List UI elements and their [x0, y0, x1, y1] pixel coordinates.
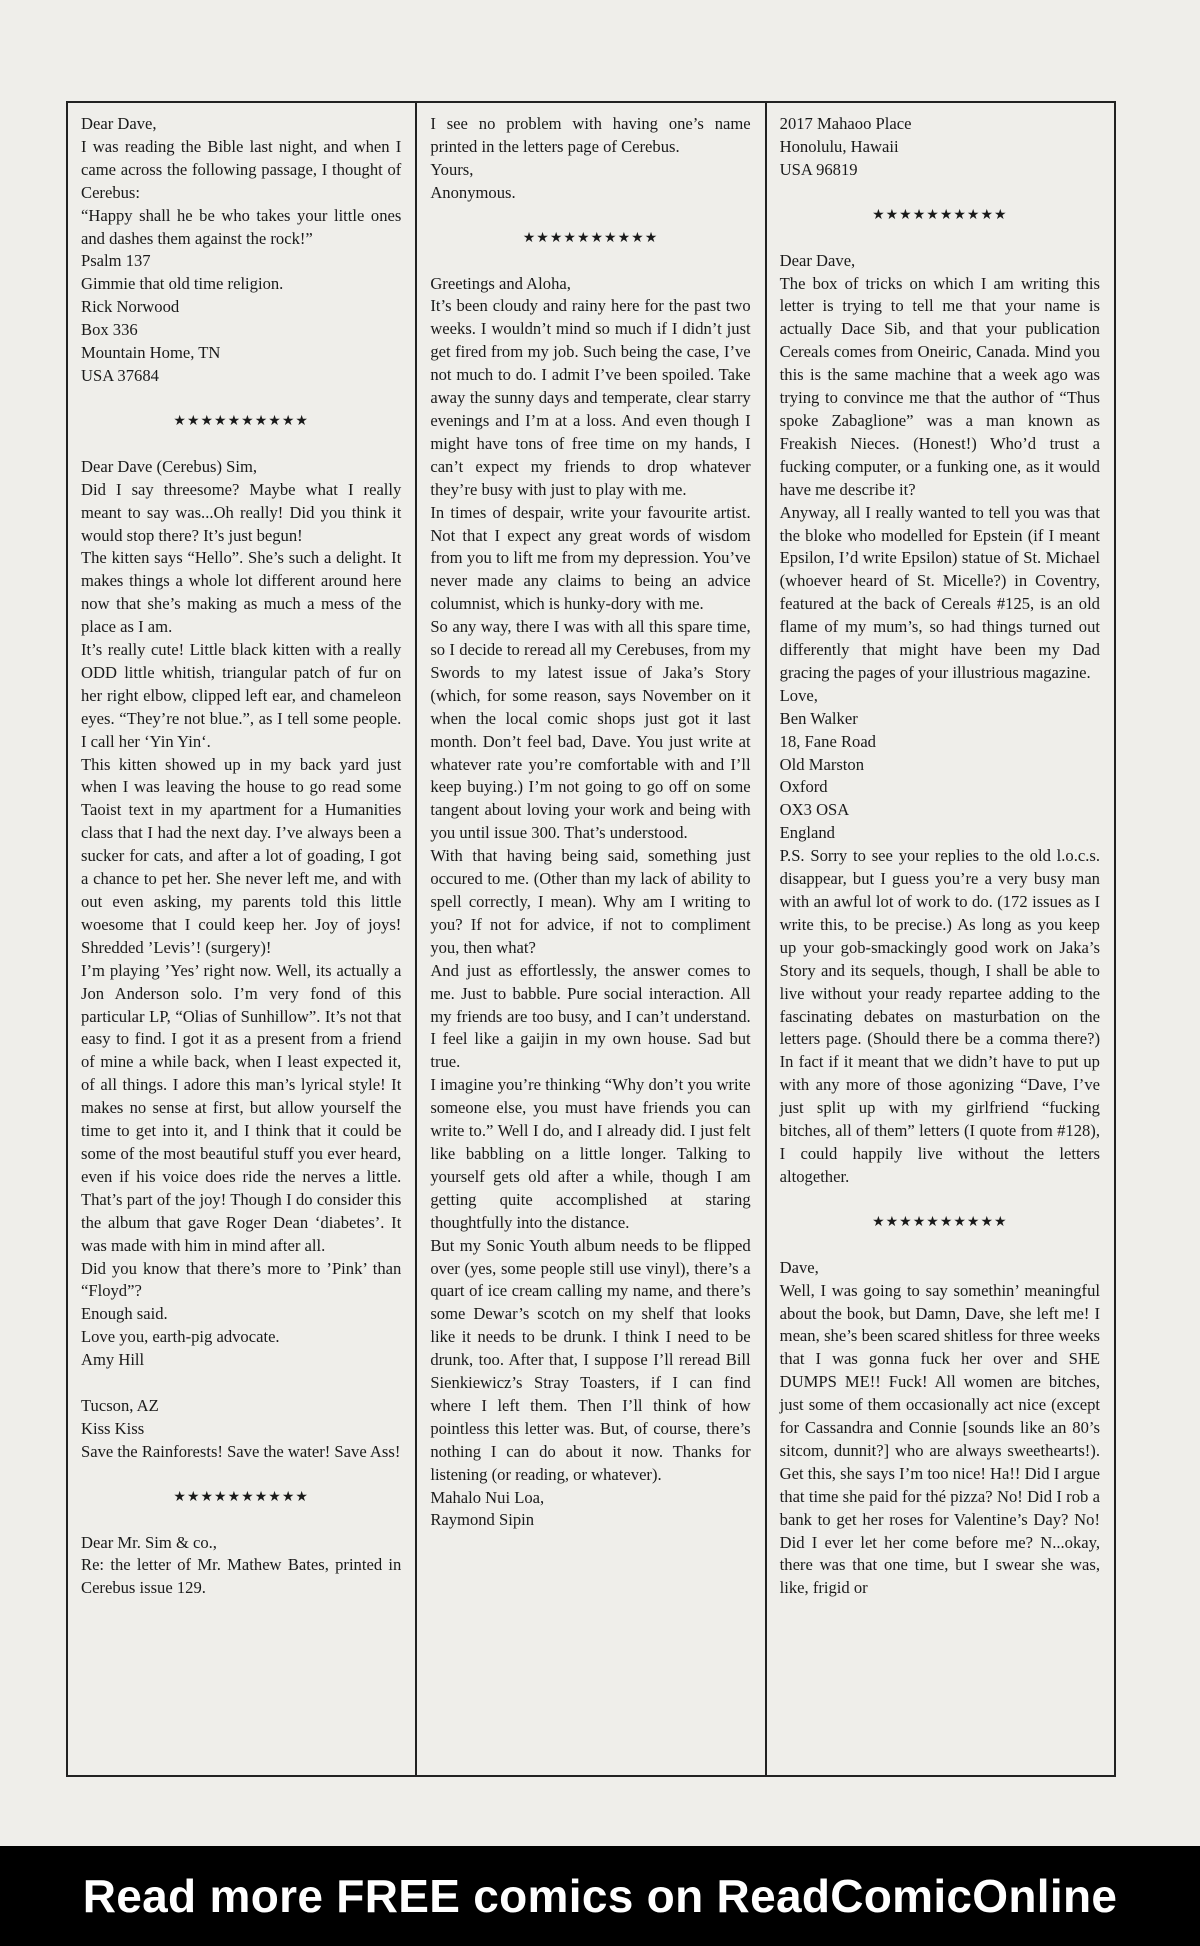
letter-paragraph: Greetings and Aloha,: [430, 273, 571, 293]
letter-paragraph: With that having being said, something just occured to me. (Other than my lack of ability to spell correctly, I mean). Why am I writing to you? If not for advice, if not to compliment you, then what?: [430, 846, 751, 957]
letter-paragraph: Mahalo Nui Loa,: [430, 1487, 545, 1507]
letter-paragraph: Anyway, all I really wanted to tell you was that the bloke who modelled for Epstein (if I meant Epsilon, I’d write Epsilon) statue of St. Michael (whoever heard of St. Micelle?) in Coventry, featured at the back of Cereals #125, is an old flame of my mum’s, so had things turned out differently that might have been my Dad gracing the pages of your illustrious magazine.: [779, 502, 1100, 682]
letter-paragraph: I see no problem with having one’s name printed in the letters page of Cerebus.: [430, 114, 751, 156]
letter-paragraph: Dear Dave,: [779, 250, 856, 270]
letter-paragraph: OX3 OSA: [779, 800, 850, 820]
letter-paragraph: Re: the letter of Mr. Mathew Bates, printed in Cerebus issue 129.: [81, 1555, 402, 1598]
letter-paragraph: 18, Fane Road: [779, 731, 876, 751]
letter-paragraph: Dave,: [779, 1257, 819, 1277]
letter-paragraph: I’m playing ’Yes’ right now. Well, its actually a Jon Anderson solo. I’m very fond of this particular LP, “Olias of Sunhillow”. It’s not that easy to find. I got it as a present from a friend of mine a while back, when I least expected it, of all things. I adore this man’s lyrical style! It makes no sense at first, but allow yourself the time to get into it, and I think that it could be some of the most beautiful stuff you ever heard, even if his voice does ride the nerves a little. That’s part of the joy! Though I do consider this the album that gave Roger Dean ‘diabetes’. It was made with him in mind after all.: [81, 960, 402, 1255]
letter-paragraph: Dear Dave,: [81, 114, 157, 133]
letter-paragraph: But my Sonic Youth album needs to be flipped over (yes, some people still use vinyl), there’s a quart of ice cream calling my name, and there’s some Dewar’s scotch on my shelf that looks like it needs to be drunk. I think I need to be drunk, too. After that, I suppose I’ll reread Bill Sienkiewicz’s Stray Toasters, if I can find where I left them. Then I’ll think of how pointless this letter was. But, of course, there’s nothing I can do about it now. Thanks for listening (or reading, or whatever).: [430, 1235, 751, 1484]
letters-column-1: [68, 103, 415, 1775]
star-separator: ★★★★★★★★★★: [872, 206, 1008, 223]
letters-column-3: [765, 103, 1114, 1775]
letter-paragraph: I was reading the Bible last night, and when I came across the following passage, I thought of Cerebus:: [81, 136, 402, 202]
letter-paragraph: Raymond Sipin: [430, 1510, 535, 1530]
read-more-banner[interactable]: Read more FREE comics on ReadComicOnline: [0, 1846, 1200, 1946]
letter-paragraph: Love,: [779, 685, 818, 705]
letter-paragraph: Dear Dave (Cerebus) Sim,: [81, 456, 258, 476]
letter-paragraph: 2017 Mahaoo Place: [779, 114, 912, 133]
star-separator: ★★★★★★★★★★: [173, 1488, 309, 1505]
letter-paragraph: It’s really cute! Little black kitten with a really ODD little whitish, triangular patch of fur on her right elbow, clipped left ear, and chameleon eyes. “They’re not blue.”, as I tell some people. I call her ‘Yin Yin‘.: [81, 640, 402, 751]
letter-paragraph: The box of tricks on which I am writing this letter is trying to tell me that your name is actually Dace Sib, and that your publication Cereals comes from Oneiric, Canada. Mind you this is the same machine that a week ago was trying to convince me that the author of “Thus spoke Zabaglione” was a man known as Freakish Nieces. (Honest!) Who’d trust a fucking computer, or a funking one, as it would have me describe it?: [779, 273, 1100, 499]
star-separator: ★★★★★★★★★★: [522, 229, 659, 246]
letter-paragraph: Amy Hill: [81, 1350, 145, 1370]
letter-paragraph: Psalm 137: [81, 251, 151, 271]
letter-paragraph: Mountain Home, TN: [81, 343, 221, 363]
letter-paragraph: Did you know that there’s more to ’Pink’ than “Floyd”?: [81, 1258, 402, 1301]
letter-paragraph: Rick Norwood: [81, 297, 180, 317]
letter-paragraph: P.S. Sorry to see your replies to the old l.o.c.s. disappear, but I guess you’re a very busy man with an awful lot of work to do. (172 issues as I write this, to be precise.) As long as you keep up your gob-smackingly good work on Jaka’s Story and its sequels, though, I shall be able to live without your ready repartee adding to the fascinating debates on masturbation on the letters page. (Should there be a comma there?) In fact if it meant that we didn’t have to put up with any more of those agonizing “Dave, I’ve just split up with my girlfriend “fucking bitches, all of them” letters (I quote from #128), I could happily live without the letters altogether.: [779, 846, 1100, 1186]
letter-paragraph: I imagine you’re thinking “Why don’t you write someone else, you must have friends you can write to.” Well I do, and I already did. I just felt like babbling on a little longer. Talking to yourself gets old after a while, though I am getting quite accomplished at staring thoughtfully into the distance.: [430, 1075, 751, 1232]
letter-paragraph: Love you, earth-pig advocate.: [81, 1327, 280, 1347]
letter-paragraph: Save the Rainforests! Save the water! Save Ass!: [81, 1441, 401, 1461]
letter-paragraph: Kiss Kiss: [81, 1418, 145, 1438]
letter-paragraph: And just as effortlessly, the answer comes to me. Just to babble. Pure social interaction. All my friends are too busy, and I can’t understand. I feel like a gaijin in my own house. Sad but true.: [430, 960, 751, 1072]
letter-paragraph: Gimmie that old time religion.: [81, 274, 284, 294]
letter-paragraph: Yours,: [430, 159, 474, 179]
letter-paragraph: Oxford: [779, 777, 828, 797]
letter-paragraph: The kitten says “Hello”. She’s such a delight. It makes things a whole lot different around here now that she’s making as much a mess of the place as I am.: [81, 548, 402, 637]
letters-column-2: [415, 103, 764, 1775]
letter-paragraph: In times of despair, write your favourite artist. Not that I expect any great words of wisdom from you to lift me from my depression. You’ve never made any claims to being an advice columnist, which is hunky-dory with me.: [430, 502, 751, 614]
letter-paragraph: Old Marston: [779, 754, 865, 774]
letter-paragraph: It’s been cloudy and rainy here for the past two weeks. I wouldn’t mind so much if I didn’t just get fired from my job. Such being the case, I’ve not much to do. I admit I’ve been spoiled. Take away the sunny days and temperate, clear starry evenings and I’m at a loss. And even though I might have tons of free time on my hands, I can’t expect my friends to drop whatever they’re busy with just to play with me.: [430, 296, 751, 499]
star-separator: ★★★★★★★★★★: [872, 1213, 1008, 1230]
letter-paragraph: Did I say threesome? Maybe what I really meant to say was...Oh really! Did you think it would stop there? It’s just begun!: [81, 479, 402, 545]
letter-paragraph: Tucson, AZ: [81, 1395, 159, 1415]
letter-paragraph: Anonymous.: [430, 182, 516, 202]
letter-paragraph: Ben Walker: [779, 708, 858, 728]
letter-paragraph: Well, I was going to say somethin’ meaningful about the book, but Damn, Dave, she left me! I mean, she’s been scared shitless for three weeks that I was gonna fuck her over and SHE DUMPS ME!! Fuck! All women are bitches, just some of them occasionally act nice (except for Cassandra and Connie [sounds like an 80’s sitcom, dunnit?] who are always sweethearts!). Get this, she says I’m too nice! Ha!! Did I argue that time she paid for thé pizza? No! Did I rob a bank to get her roses for Valentine’s Day? No! Did I ever let her come before me? N...okay, there was that one time, but I swear she was, like, frigid or: [779, 1280, 1100, 1598]
letters-page-frame: [66, 101, 1116, 1777]
letter-paragraph: “Happy shall he be who takes your little ones and dashes them against the rock!”: [81, 205, 402, 248]
star-separator: ★★★★★★★★★★: [173, 412, 309, 429]
letter-paragraph: Enough said.: [81, 1304, 168, 1324]
letter-paragraph: USA 37684: [81, 365, 159, 385]
letter-paragraph: So any way, there I was with all this spare time, so I decide to reread all my Cerebuses, from my Swords to my latest issue of Jaka’s Story (which, for some reason, says November on it when the local comic shops just got it last month. Don’t feel bad, Dave. You just write at whatever rate you’re comfortable with and I’ll keep buying.) I’m not going to go off on some tangent about loving your work and being with you until issue 300. That’s understood.: [430, 617, 751, 843]
letter-paragraph: USA 96819: [779, 159, 858, 179]
letter-paragraph: Honolulu, Hawaii: [779, 136, 899, 156]
letter-paragraph: England: [779, 823, 835, 843]
letter-paragraph: Box 336: [81, 320, 138, 340]
letter-paragraph: This kitten showed up in my back yard just when I was leaving the house to go read some Taoist text in my apartment for a Humanities class that I had the next day. I’ve always been a sucker for cats, and after a lot of goading, I got a chance to pet her. She never left me, and with out even asking, my parents told this little woesome that I could keep her. Joy of joys! Shredded ’Levis’! (surgery)!: [81, 754, 402, 957]
letter-paragraph: Dear Mr. Sim & co.,: [81, 1532, 217, 1552]
